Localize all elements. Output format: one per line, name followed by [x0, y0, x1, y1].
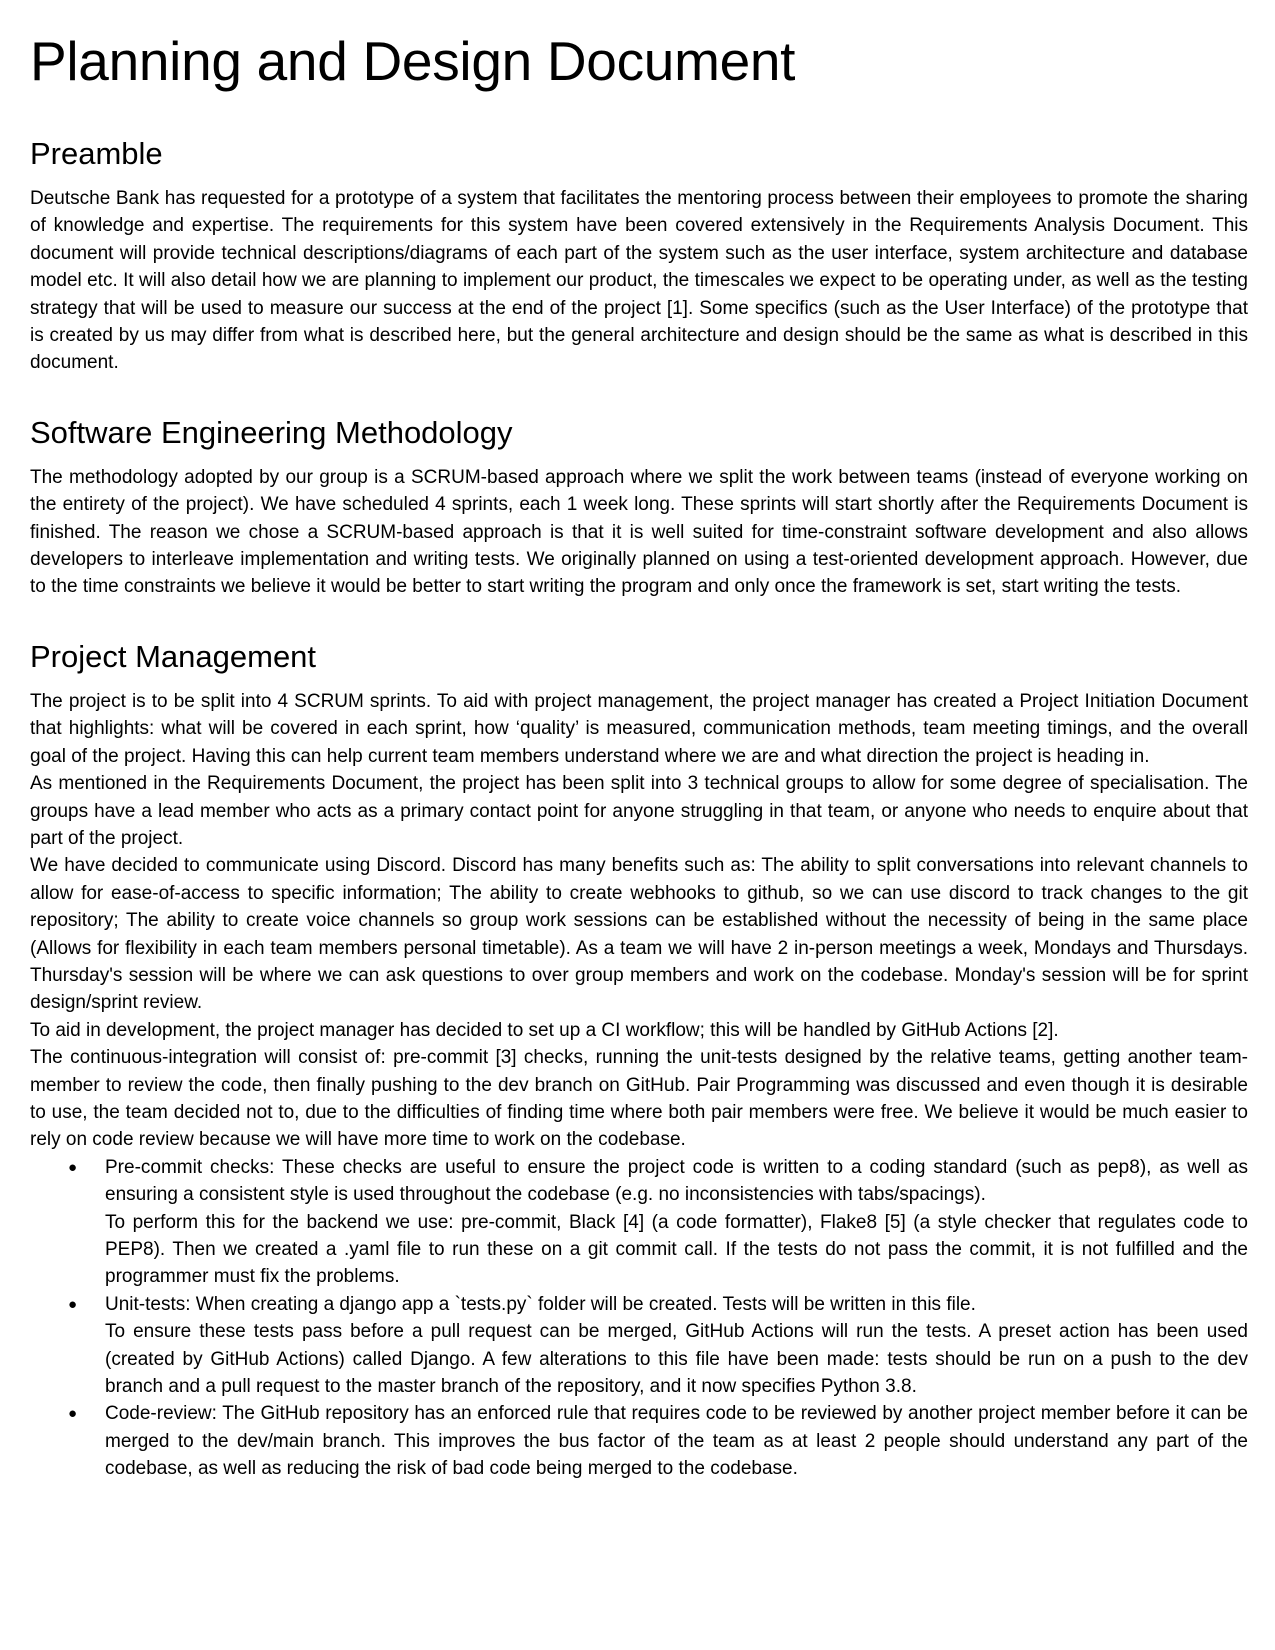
list-item-text: Pre-commit checks: These checks are useful to ensure the project code is written to a coding standard (such as pep8), as well as ensuring a consistent style is used throughout the codebase (e.g. no inconsistencies with tabs/spacings). — [105, 1156, 1248, 1206]
list-item-code-review — [30, 1400, 1248, 1482]
bullet-icon: ● — [68, 1405, 78, 1423]
section-body-project-management — [30, 688, 1248, 1483]
bullet-icon: ● — [68, 1295, 78, 1313]
section-body-methodology — [30, 464, 1248, 601]
list-item-unit-tests — [30, 1291, 1248, 1401]
document-page — [30, 0, 1248, 1483]
paragraph: We have decided to communicate using Discord. Discord has many benefits such as: The ability to split conversations into relevant channels to allow for ease-of-access to specific information; The ability to create webhooks to github, so we can use discord to track changes to the git repository; The ability to create voice channels so group work sessions can be established without the necessity of being in the same place (Allows for flexibility in each team members personal timetable). As a team we will have 2 in-person meetings a week, Mondays and Thursdays. Thursday's session will be where we can ask questions to over group members and work on the codebase. Monday's session will be for sprint design/sprint review. — [30, 855, 1248, 1014]
section-body-preamble — [30, 185, 1248, 377]
bullet-icon: ● — [68, 1158, 78, 1176]
paragraph: Deutsche Bank has requested for a prototype of a system that facilitates the mentoring process between their employees to promote the sharing of knowledge and expertise. The requirements for this system have been covered extensively in the Requirements Analysis Document. This document will provide technical descriptions/diagrams of each part of the system such as the user interface, system architecture and database model etc. It will also detail how we are planning to implement our product, the timescales we expect to be operating under, as well as the testing strategy that will be used to measure our success at the end of the project [1]. Some specifics (such as the User Interface) of the prototype that is created by us may differ from what is described here, but the general architecture and design should be the same as what is described in this document. — [30, 188, 1248, 374]
paragraph: The methodology adopted by our group is a SCRUM-based approach where we split the work between teams (instead of everyone working on the entirety of the project). We have scheduled 4 sprints, each 1 week long. These sprints will start shortly after the Requirements Document is finished. The reason we chose a SCRUM-based approach is that it is well suited for time-constraint software development and also allows developers to interleave implementation and writing tests. We originally planned on using a test-oriented development approach. However, due to the time constraints we believe it would be better to start writing the program and only once the framework is set, start writing the tests. — [30, 466, 1248, 598]
section-heading-project-management: Project Management — [30, 638, 317, 674]
list-item-text: To ensure these tests pass before a pull request can be merged, GitHub Actions will run the tests. A preset action has been used (created by GitHub Actions) called Django. A few alterations to this file have been made: tests should be run on a push to the dev branch and a pull request to the master branch of the repository, and it now specifies Python 3.8. — [105, 1321, 1248, 1398]
list-item-text: Unit-tests: When creating a django app a `tests.py` folder will be created. Tests will be written in this file. — [105, 1293, 976, 1315]
document-title: Planning and Design Document — [30, 30, 796, 92]
paragraph: The project is to be split into 4 SCRUM sprints. To aid with project management, the project manager has created a Project Initiation Document that highlights: what will be covered in each sprint, how ‘quality’ is measured, communication methods, team meeting timings, and the overall goal of the project. Having this can help current team members understand where we are and what direction the project is heading in. — [30, 690, 1248, 767]
list-item-pre-commit — [30, 1154, 1248, 1291]
list-item-text: Code-review: The GitHub repository has an enforced rule that requires code to be reviewed by another project member before it can be merged to the dev/main branch. This improves the bus factor of the team as at least 2 people should understand any part of the codebase, as well as reducing the risk of bad code being merged to the codebase. — [105, 1403, 1248, 1480]
list-item-text: To perform this for the backend we use: pre-commit, Black [4] (a code formatter), Flake8 [5] (a style checker that regulates code to PEP8). Then we created a .yaml file to run these on a git commit call. If the tests do not pass the commit, it is not fulfilled and the programmer must fix the problems. — [105, 1211, 1248, 1288]
section-heading-methodology: Software Engineering Methodology — [30, 414, 513, 450]
paragraph: To aid in development, the project manager has decided to set up a CI workflow; this will be handled by GitHub Actions [2]. — [30, 1019, 1059, 1041]
ci-bullet-list — [30, 1154, 1248, 1483]
section-heading-preamble: Preamble — [30, 136, 163, 171]
paragraph: As mentioned in the Requirements Document, the project has been split into 3 technical groups to allow for some degree of specialisation. The groups have a lead member who acts as a primary contact point for anyone struggling in that team, or anyone who needs to enquire about that part of the project. — [30, 773, 1248, 849]
paragraph: The continuous-integration will consist of: pre-commit [3] checks, running the unit-tests designed by the relative teams, getting another team-member to review the code, then finally pushing to the dev branch on GitHub. Pair Programming was discussed and even though it is desirable to use, the team decided not to, due to the difficulties of finding time where both pair members were free. We believe it would be much easier to rely on code review because we will have more time to work on the codebase. — [30, 1047, 1248, 1151]
